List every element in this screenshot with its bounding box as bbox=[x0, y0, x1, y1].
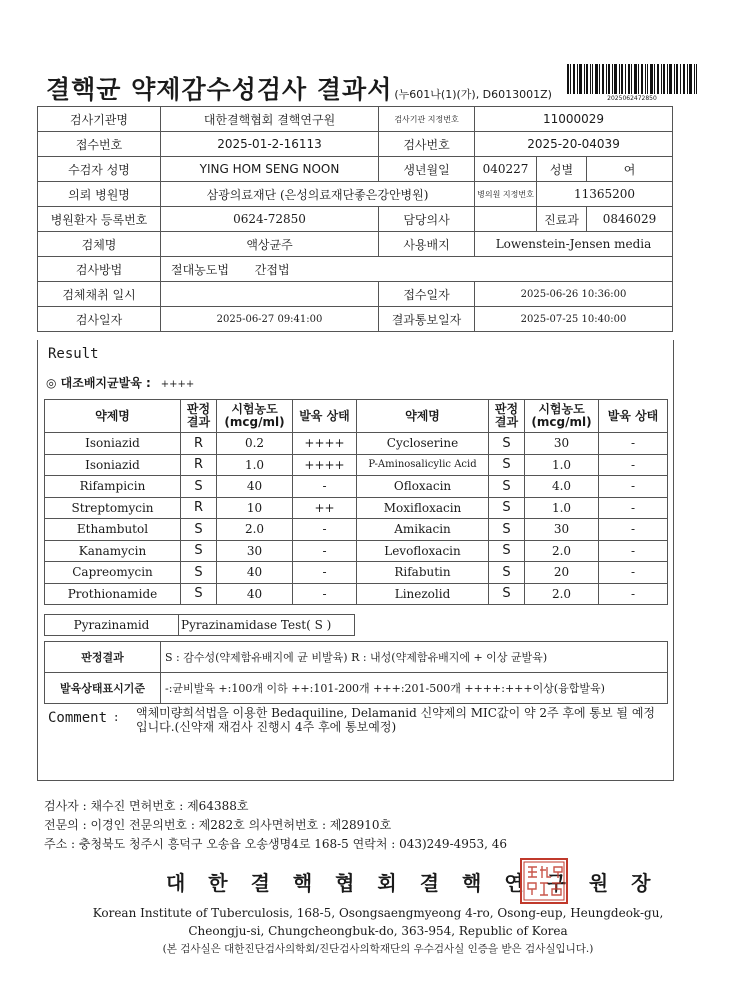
cell-result-right: S bbox=[489, 476, 525, 498]
cell-result-left: S bbox=[181, 562, 217, 584]
col-result-right: 판정 결과 bbox=[489, 400, 525, 433]
hospital-code-value: 11365200 bbox=[537, 182, 673, 207]
cell-conc-right: 4.0 bbox=[525, 476, 599, 498]
cell-result-right: S bbox=[489, 497, 525, 519]
cell-growth-right: - bbox=[599, 540, 668, 562]
cell-conc-left: 0.2 bbox=[217, 433, 293, 455]
method-value-1: 절대농도법 bbox=[171, 262, 229, 277]
certification-note: (본 검사실은 대한진단검사의학회/진단검사의학재단의 우수검사실 인증을 받은 검사실입니다.) bbox=[162, 943, 594, 955]
susceptibility-table bbox=[44, 399, 668, 605]
dept-label: 진료과 bbox=[537, 207, 587, 232]
cell-result-left: R bbox=[181, 454, 217, 476]
form-code: (누601나(1)(가), D6013001Z) bbox=[394, 88, 552, 101]
table-row bbox=[45, 562, 668, 584]
sex-label: 성별 bbox=[537, 157, 587, 182]
table-row bbox=[45, 433, 668, 455]
cell-drug-left: Ethambutol bbox=[45, 519, 181, 541]
cell-drug-left: Kanamycin bbox=[45, 540, 181, 562]
col-growth-left: 발육 상태 bbox=[293, 400, 357, 433]
cell-growth-right: - bbox=[599, 497, 668, 519]
organization-name: 대 한 결 핵 협 회 결 핵 연 구 원 장 bbox=[166, 871, 659, 895]
table-row bbox=[45, 519, 668, 541]
cell-conc-right: 20 bbox=[525, 562, 599, 584]
cell-growth-left: - bbox=[293, 540, 357, 562]
cell-growth-left: - bbox=[293, 519, 357, 541]
cell-growth-left: ++++ bbox=[293, 454, 357, 476]
cell-drug-right: Cycloserine bbox=[357, 433, 489, 455]
hospital-label: 의뢰 병원명 bbox=[38, 182, 161, 207]
comment-colon: : bbox=[114, 710, 119, 725]
cell-result-left: S bbox=[181, 540, 217, 562]
table-row bbox=[45, 497, 668, 519]
cell-conc-left: 40 bbox=[217, 562, 293, 584]
reg-label: 병원환자 등록번호 bbox=[38, 207, 161, 232]
cell-result-left: S bbox=[181, 476, 217, 498]
cell-result-right: S bbox=[489, 433, 525, 455]
patient-value: YING HOM SENG NOON bbox=[161, 157, 379, 182]
cell-conc-right: 2.0 bbox=[525, 583, 599, 605]
col-growth-right: 발육 상태 bbox=[599, 400, 668, 433]
cell-conc-right: 1.0 bbox=[525, 497, 599, 519]
collect-value bbox=[161, 282, 379, 307]
method-label: 검사방법 bbox=[38, 257, 161, 282]
cell-drug-left: Streptomycin bbox=[45, 497, 181, 519]
cell-drug-right: P-Aminosalicylic Acid bbox=[357, 454, 489, 476]
cell-drug-left: Prothionamide bbox=[45, 583, 181, 605]
cell-conc-left: 40 bbox=[217, 476, 293, 498]
legend-table bbox=[44, 641, 668, 704]
pyrazinamid-label: Pyrazinamid bbox=[45, 615, 179, 636]
control-growth bbox=[46, 374, 194, 391]
cell-conc-right: 30 bbox=[525, 519, 599, 541]
cell-drug-left: Isoniazid bbox=[45, 454, 181, 476]
sex-value: 여 bbox=[587, 157, 673, 182]
comment-label: Comment bbox=[48, 710, 108, 726]
judgement-label: 판정결과 bbox=[45, 642, 161, 673]
cell-conc-right: 2.0 bbox=[525, 540, 599, 562]
cell-growth-right: - bbox=[599, 519, 668, 541]
barcode-number: 2025062472850 bbox=[607, 95, 657, 102]
staff-line-1: 검사자 : 채수진 면허번호 : 제64388호 bbox=[44, 799, 249, 813]
cell-result-left: S bbox=[181, 519, 217, 541]
inst-label: 검사기관명 bbox=[38, 107, 161, 132]
receipt-value: 2025-01-2-16113 bbox=[161, 132, 379, 157]
cell-growth-right: - bbox=[599, 562, 668, 584]
control-growth-label: ◎ 대조배지균발육 : bbox=[46, 376, 151, 390]
cell-growth-left: ++++ bbox=[293, 433, 357, 455]
dob-value: 040227 bbox=[475, 157, 537, 182]
staff-line-3: 주소 : 충청북도 청주시 흥덕구 오송읍 오송생명4로 168-5 연락처 : 043)249-4953, 46 bbox=[44, 837, 508, 851]
medium-label: 사용배지 bbox=[379, 232, 475, 257]
cell-drug-right: Rifabutin bbox=[357, 562, 489, 584]
table-header-row bbox=[45, 400, 668, 433]
reg-value: 0624-72850 bbox=[161, 207, 379, 232]
test-no-value: 2025-20-04039 bbox=[475, 132, 673, 157]
col-result-left: 판정 결과 bbox=[181, 400, 217, 433]
receipt-label: 접수번호 bbox=[38, 132, 161, 157]
staff-line-2: 전문의 : 이경인 전문의번호 : 제282호 의사면허번호 : 제28910호 bbox=[44, 818, 392, 832]
comment-text: 액체미량희석법을 이용한 Bedaquiline, Delamanid 신약제의 MIC값이 약 2주 후에 통보 될 예정입니다.(신약재 재검사 진행시 4주 후에 통보예정) bbox=[136, 706, 656, 734]
col-drug-right: 약제명 bbox=[357, 400, 489, 433]
cell-drug-right: Levofloxacin bbox=[357, 540, 489, 562]
cell-drug-right: Ofloxacin bbox=[357, 476, 489, 498]
document-title: 결핵균 약제감수성검사 결과서 (누601나(1)(가), D6013001Z) bbox=[46, 75, 552, 104]
test-no-label: 검사번호 bbox=[379, 132, 475, 157]
doctor-value bbox=[475, 207, 537, 232]
cell-drug-left: Rifampicin bbox=[45, 476, 181, 498]
method-value-2: 간접법 bbox=[254, 262, 290, 277]
tested-value: 2025-06-27 09:41:00 bbox=[161, 307, 379, 332]
inst-code-label: 검사기관 지정번호 bbox=[379, 107, 475, 132]
growth-criteria-value: -:균비발육 +:100개 이하 ++:101-200개 +++:201-500개 ++++:+++이상(융합발육) bbox=[161, 673, 668, 704]
cell-growth-right: - bbox=[599, 476, 668, 498]
cell-conc-left: 1.0 bbox=[217, 454, 293, 476]
collect-label: 검체채취 일시 bbox=[38, 282, 161, 307]
cell-result-right: S bbox=[489, 519, 525, 541]
patient-label: 수검자 성명 bbox=[38, 157, 161, 182]
col-drug-left: 약제명 bbox=[45, 400, 181, 433]
cell-result-right: S bbox=[489, 583, 525, 605]
cell-result-left: R bbox=[181, 433, 217, 455]
pyrazinamid-table bbox=[44, 614, 355, 636]
cell-result-left: S bbox=[181, 583, 217, 605]
cell-growth-right: - bbox=[599, 583, 668, 605]
method-value bbox=[161, 257, 673, 282]
cell-growth-right: - bbox=[599, 454, 668, 476]
cell-conc-left: 40 bbox=[217, 583, 293, 605]
cell-drug-right: Moxifloxacin bbox=[357, 497, 489, 519]
medium-value: Lowenstein-Jensen media bbox=[475, 232, 673, 257]
cell-drug-right: Amikacin bbox=[357, 519, 489, 541]
received-value: 2025-06-26 10:36:00 bbox=[475, 282, 673, 307]
hospital-value: 삼광의료재단 (은성의료재단좋은강안병원) bbox=[161, 182, 475, 207]
hospital-code-label: 병의원 지정번호 bbox=[475, 182, 537, 207]
table-row bbox=[45, 476, 668, 498]
control-growth-value: ++++ bbox=[160, 379, 195, 390]
table-row bbox=[45, 583, 668, 605]
cell-conc-left: 10 bbox=[217, 497, 293, 519]
cell-growth-left: - bbox=[293, 562, 357, 584]
received-label: 접수일자 bbox=[379, 282, 475, 307]
growth-criteria-label: 발육상태표시기준 bbox=[45, 673, 161, 704]
col-conc-left: 시험농도 (mcg/ml) bbox=[217, 400, 293, 433]
doctor-label: 담당의사 bbox=[379, 207, 475, 232]
judgement-value: S : 감수성(약제함유배지에 균 비발육) R : 내성(약제함유배지에 + 이상 균발육) bbox=[161, 642, 668, 673]
table-row bbox=[45, 540, 668, 562]
cell-growth-left: - bbox=[293, 476, 357, 498]
table-row bbox=[45, 454, 668, 476]
cell-drug-left: Isoniazid bbox=[45, 433, 181, 455]
cell-conc-left: 2.0 bbox=[217, 519, 293, 541]
header-info-table bbox=[37, 106, 673, 332]
cell-growth-left: - bbox=[293, 583, 357, 605]
dob-label: 생년월일 bbox=[379, 157, 475, 182]
col-conc-right: 시험농도 (mcg/ml) bbox=[525, 400, 599, 433]
cell-drug-left: Capreomycin bbox=[45, 562, 181, 584]
cell-result-right: S bbox=[489, 454, 525, 476]
cell-conc-right: 30 bbox=[525, 433, 599, 455]
inst-value: 대한결핵협회 결핵연구원 bbox=[161, 107, 379, 132]
result-title: Result bbox=[48, 346, 99, 362]
cell-result-left: R bbox=[181, 497, 217, 519]
cell-conc-right: 1.0 bbox=[525, 454, 599, 476]
cell-growth-left: ++ bbox=[293, 497, 357, 519]
cell-result-right: S bbox=[489, 562, 525, 584]
notified-label: 결과통보일자 bbox=[379, 307, 475, 332]
official-seal-icon bbox=[520, 858, 568, 904]
specimen-label: 검체명 bbox=[38, 232, 161, 257]
tested-label: 검사일자 bbox=[38, 307, 161, 332]
address-english-2: Cheongju-si, Chungcheongbuk-do, 363-954, Republic of Korea bbox=[188, 924, 568, 938]
specimen-value: 액상균주 bbox=[161, 232, 379, 257]
pyrazinamid-value: Pyrazinamidase Test( S ) bbox=[179, 615, 355, 636]
cell-result-right: S bbox=[489, 540, 525, 562]
address-english-1: Korean Institute of Tuberculosis, 168-5, Osongsaengmyeong 4-ro, Osong-eup, Heungdeok-gu, bbox=[92, 906, 664, 920]
cell-growth-right: - bbox=[599, 433, 668, 455]
cell-drug-right: Linezolid bbox=[357, 583, 489, 605]
inst-code-value: 11000029 bbox=[475, 107, 673, 132]
dept-value: 0846029 bbox=[587, 207, 673, 232]
notified-value: 2025-07-25 10:40:00 bbox=[475, 307, 673, 332]
cell-conc-left: 30 bbox=[217, 540, 293, 562]
barcode-icon bbox=[567, 64, 697, 94]
